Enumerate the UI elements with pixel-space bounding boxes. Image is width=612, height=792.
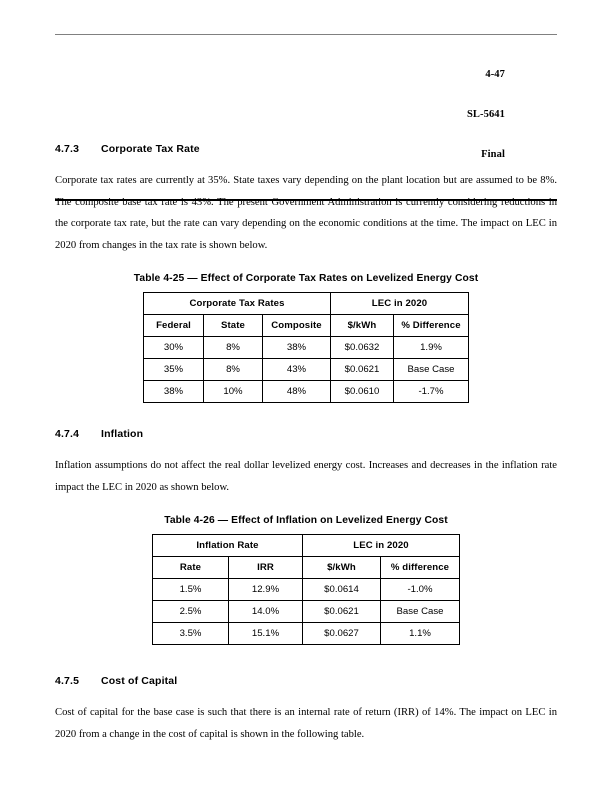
- section-number-4-7-5: 4.7.5: [55, 675, 80, 687]
- table-26-caption: Table 4-26 — Effect of Inflation on Levelized Energy Cost: [164, 515, 448, 526]
- section-title-4-7-5: Cost of Capital: [101, 675, 178, 687]
- table-26-column-header: % difference: [381, 557, 460, 579]
- table-25-cell: $0.0621: [331, 359, 394, 381]
- table-26-cell: Base Case: [381, 601, 460, 623]
- table-row: [144, 337, 469, 359]
- table-25-cell: 8%: [204, 337, 263, 359]
- table-26-cell: 1.5%: [153, 579, 229, 601]
- table-25-cell: Base Case: [394, 359, 469, 381]
- table-25-column-header-row: [144, 315, 469, 337]
- table-25-cell: 43%: [263, 359, 331, 381]
- page-content: [55, 143, 557, 745]
- section-paragraph-4-7-4: Inflation assumptions do not affect the real dollar levelized energy cost. Increases and decreases in the inflation rate impact the LEC in 2020 as shown below.: [55, 460, 557, 493]
- table-26-cell: -1.0%: [381, 579, 460, 601]
- table-25-column-header: % Difference: [394, 315, 469, 337]
- section-number-4-7-4: 4.7.4: [55, 428, 80, 440]
- table-row: [144, 381, 469, 403]
- table-25-column-header: $/kWh: [331, 315, 394, 337]
- section-title-4-7-4: Inflation: [101, 428, 144, 440]
- table-25-caption: Table 4-25 — Effect of Corporate Tax Rates on Levelized Energy Cost: [133, 273, 479, 284]
- table-25-cell: $0.0610: [331, 381, 394, 403]
- table-25-cell: $0.0632: [331, 337, 394, 359]
- table-26: [152, 534, 460, 645]
- table-26-cell: 12.9%: [229, 579, 303, 601]
- table-26-group-header-cell: Inflation Rate: [153, 535, 303, 557]
- table-26-column-header: $/kWh: [303, 557, 381, 579]
- section-title-4-7-3: Corporate Tax Rate: [101, 143, 200, 155]
- table-row: [153, 623, 460, 645]
- table-25-cell: 1.9%: [394, 337, 469, 359]
- table-25-column-header: Composite: [263, 315, 331, 337]
- table-25: [143, 292, 469, 403]
- table-26-group-header-row: [153, 535, 460, 557]
- table-26-cell: $0.0621: [303, 601, 381, 623]
- table-25-group-header-row: [144, 293, 469, 315]
- table-26-cell: 3.5%: [153, 623, 229, 645]
- table-26-column-header: Rate: [153, 557, 229, 579]
- table-25-cell: 10%: [204, 381, 263, 403]
- table-26-cell: 2.5%: [153, 601, 229, 623]
- table-26-wrapper: [55, 534, 557, 645]
- section-heading-4-7-4: [55, 428, 557, 441]
- table-row: [153, 601, 460, 623]
- section-heading-4-7-5: [55, 675, 557, 688]
- table-25-column-header: Federal: [144, 315, 204, 337]
- table-25-cell: -1.7%: [394, 381, 469, 403]
- table-25-cell: 8%: [204, 359, 263, 381]
- table-26-column-header: IRR: [229, 557, 303, 579]
- table-25-wrapper: [55, 292, 557, 403]
- table-26-cell: 1.1%: [381, 623, 460, 645]
- table-26-cell: 14.0%: [229, 601, 303, 623]
- table-25-group-header-cell: Corporate Tax Rates: [144, 293, 331, 315]
- section-number-4-7-3: 4.7.3: [55, 143, 80, 155]
- table-26-group-header-cell: LEC in 2020: [303, 535, 460, 557]
- table-26-cell: $0.0614: [303, 579, 381, 601]
- table-25-cell: 35%: [144, 359, 204, 381]
- header-page-number: 4-47: [485, 69, 505, 81]
- table-25-column-header: State: [204, 315, 263, 337]
- header-status: Final: [481, 148, 505, 160]
- table-26-cell: 15.1%: [229, 623, 303, 645]
- table-25-cell: 38%: [263, 337, 331, 359]
- table-row: [153, 579, 460, 601]
- section-paragraph-4-7-5: Cost of capital for the base case is such that there is an internal rate of return (IRR) of 14%. The impact on LEC in 2020 from a change in the cost of capital is shown in the following table.: [55, 707, 557, 740]
- section-heading-4-7-3: [55, 143, 557, 156]
- table-26-cell: $0.0627: [303, 623, 381, 645]
- section-paragraph-4-7-3: Corporate tax rates are currently at 35%. State taxes vary depending on the plant location but are assumed to be 8%. The composite base tax rate is 43%. The present Government Administration is currently considering reductions in the corporate tax rate, but the rate can vary depending on the economic conditions at the time. The impact on LEC in 2020 from changes in the tax rate is shown below.: [55, 175, 557, 251]
- table-25-cell: 38%: [144, 381, 204, 403]
- table-26-column-header-row: [153, 557, 460, 579]
- table-25-cell: 48%: [263, 381, 331, 403]
- header-document-number: SL-5641: [466, 109, 505, 121]
- table-25-group-header-cell: LEC in 2020: [331, 293, 469, 315]
- table-25-cell: 30%: [144, 337, 204, 359]
- table-row: [144, 359, 469, 381]
